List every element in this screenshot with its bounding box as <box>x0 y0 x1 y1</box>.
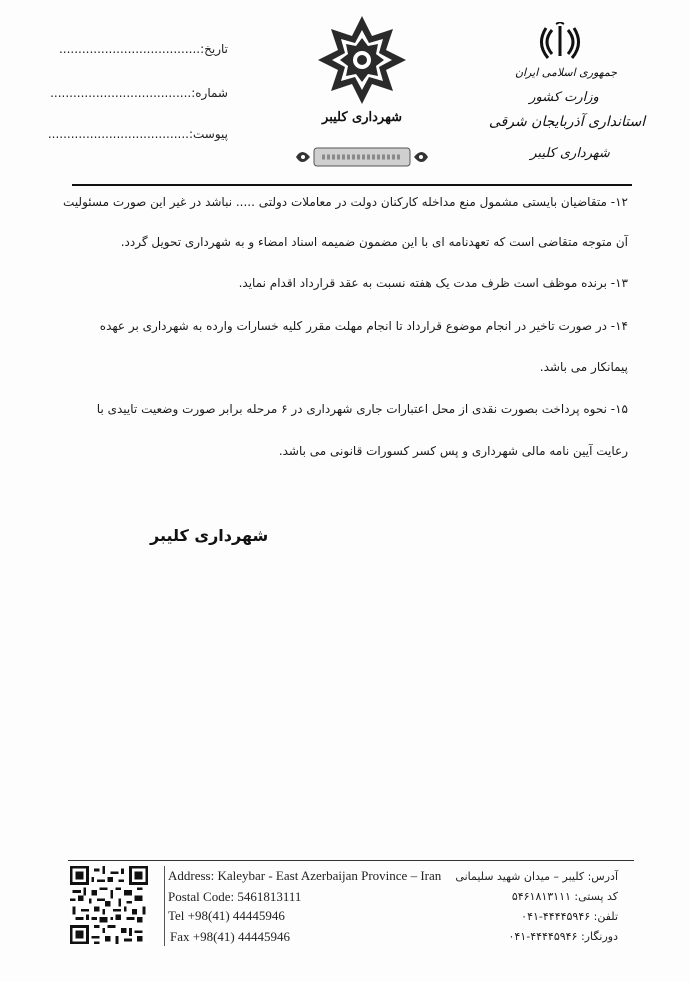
footer-address-fa: آدرس: کلیبر – میدان شهید سلیمانی <box>455 870 618 883</box>
clause-14-line2: پیمانکار می باشد. <box>539 360 628 374</box>
municipality-logo <box>292 12 432 172</box>
emblem-line-municipality: شهرداری کلیبر <box>530 146 610 161</box>
emblem-line-ministry: وزارت کشور <box>529 90 599 105</box>
clause-14-line1: ۱۴- در صورت تاخیر در انجام موضوع قرارداد تا انجام مهلت مقرر کلیه خسارات وارده به شهرداری بر عهده <box>99 319 628 333</box>
clause-12-line2: آن متوجه متقاضی است که تعهدنامه ای با این مضمون ضمیمه اسناد امضاء و به شهرداری تحویل گردد. <box>120 235 628 249</box>
number-field: شماره:..................................... <box>50 86 228 100</box>
footer-address-en: Address: Kaleybar - East Azerbaijan Province – Iran <box>168 868 442 883</box>
footer-postal-fa: کد پستی: ۵۴۶۱۸۱۳۱۱۱ <box>511 890 618 903</box>
footer-tel-en: Tel +98(41) 44445946 <box>168 908 285 923</box>
clause-15-line2: رعایت آیین نامه مالی شهرداری و پس کسر کسورات قانونی می باشد. <box>278 444 628 458</box>
qr-code-icon <box>70 866 148 944</box>
clause-13: ۱۳- برنده موظف است ظرف مدت یک هفته نسبت به عقد قرارداد اقدام نماید. <box>238 276 628 290</box>
emblem-line-republic: جمهوری اسلامی ایران <box>514 66 618 79</box>
footer-fax-en: Fax +98(41) 44445946 <box>170 929 290 944</box>
header-divider <box>72 184 632 186</box>
footer-postal-en: Postal Code: 5461813111 <box>168 889 302 904</box>
footer-fax-fa: دورنگار: ۴۴۴۴۵۹۴۶-۰۴۱ <box>508 930 618 943</box>
iran-emblem-icon <box>538 22 582 62</box>
clause-15-line1: ۱۵- نحوه پرداخت بصورت نقدی از محل اعتبارات جاری شهرداری در ۶ مرحله برابر صورت وضعیت تاییدی با <box>96 402 628 416</box>
footer-separator <box>164 866 165 946</box>
footer-divider <box>68 860 634 861</box>
footer-tel-fa: تلفن: ۴۴۴۴۵۹۴۶-۰۴۱ <box>521 910 618 923</box>
clause-12-line1: ۱۲- متقاضیان بایستی مشمول منع مداخله کارکنان دولت در معاملات دولتی ..... نباشد در غیر این صورت مسئولیت <box>63 195 628 209</box>
logo-title: شهرداری کلیبر <box>322 110 402 125</box>
date-field: تاریخ:..................................... <box>58 42 228 56</box>
government-emblem-block <box>488 22 646 172</box>
attachment-field: پیوست:..................................... <box>47 127 228 141</box>
emblem-line-province: استانداری آذربایجان شرقی <box>488 114 646 130</box>
ornamental-ribbon-icon <box>292 142 432 172</box>
signature-municipality: شهرداری کلیبر <box>150 526 269 545</box>
municipality-star-logo-icon <box>292 12 432 108</box>
